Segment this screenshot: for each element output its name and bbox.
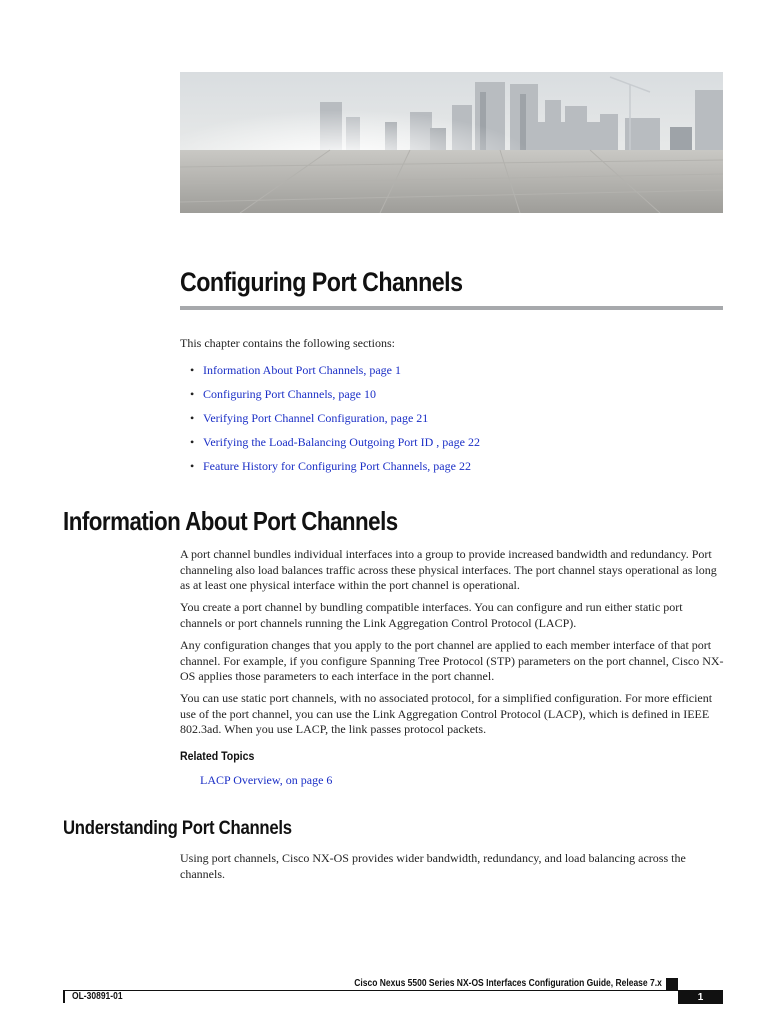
paragraph: A port channel bundles individual interfaces into a group to provide increased bandwidth and redundancy. Port channeling also load balances traffic across these physical interfaces. The port channel stays operational as long as at least one physical interface within the port channel is operational. <box>180 547 717 593</box>
bullet: • <box>190 411 195 425</box>
section-heading-understanding: Understanding Port Channels <box>63 818 292 839</box>
bullet: • <box>190 459 195 473</box>
chapter-intro: This chapter contains the following sections: <box>180 336 395 350</box>
toc-item <box>190 410 480 434</box>
paragraph: Using port channels, Cisco NX-OS provides wider bandwidth, redundancy, and load balancing across the channels. <box>180 851 686 881</box>
title-rule <box>180 306 723 310</box>
toc-item <box>190 362 480 386</box>
toc-item <box>190 458 480 482</box>
bullet: • <box>190 387 195 401</box>
footer-guide-title: Cisco Nexus 5500 Series NX-OS Interfaces Configuration Guide, Release 7.x <box>354 978 662 989</box>
table-of-contents <box>190 362 480 482</box>
page-number: 1 <box>678 991 723 1004</box>
footer-marker <box>63 991 65 1003</box>
toc-link[interactable]: Verifying Port Channel Configuration, page 21 <box>203 411 429 425</box>
toc-link[interactable]: Configuring Port Channels, page 10 <box>203 387 376 401</box>
footer-marker <box>666 978 678 990</box>
toc-item <box>190 434 480 458</box>
toc-link[interactable]: Feature History for Configuring Port Channels, page 22 <box>203 459 471 473</box>
bullet: • <box>190 435 195 449</box>
city-skyline-image <box>180 72 723 213</box>
chapter-title: Configuring Port Channels <box>180 267 463 297</box>
footer-doc-id: OL-30891-01 <box>72 991 123 1002</box>
related-topic-link[interactable]: LACP Overview, on page 6 <box>200 773 333 787</box>
toc-link[interactable]: Verifying the Load-Balancing Outgoing Port ID , page 22 <box>203 435 480 449</box>
section-heading-information: Information About Port Channels <box>63 506 398 536</box>
toc-link[interactable]: Information About Port Channels, page 1 <box>203 363 401 377</box>
toc-item <box>190 386 480 410</box>
footer-rule <box>63 990 723 991</box>
paragraph: You create a port channel by bundling compatible interfaces. You can configure and run either static port channels or port channels running the Link Aggregation Control Protocol (LACP). <box>180 600 683 630</box>
paragraph: You can use static port channels, with no associated protocol, for a simplified configuration. For more efficient use of the port channel, you can use the Link Aggregation Control Protocol (LACP), which is defined in IEEE 802.3ad. When you use LACP, the link passes protocol packets. <box>180 691 713 737</box>
bullet: • <box>190 363 195 377</box>
related-topics-heading: Related Topics <box>180 749 255 763</box>
paragraph: Any configuration changes that you apply to the port channel are applied to each member interface of that port channel. For example, if you configure Spanning Tree Protocol (STP) parameters on the port channel, Cisco NX-OS applies those parameters to each interface in the port channel. <box>180 638 724 684</box>
